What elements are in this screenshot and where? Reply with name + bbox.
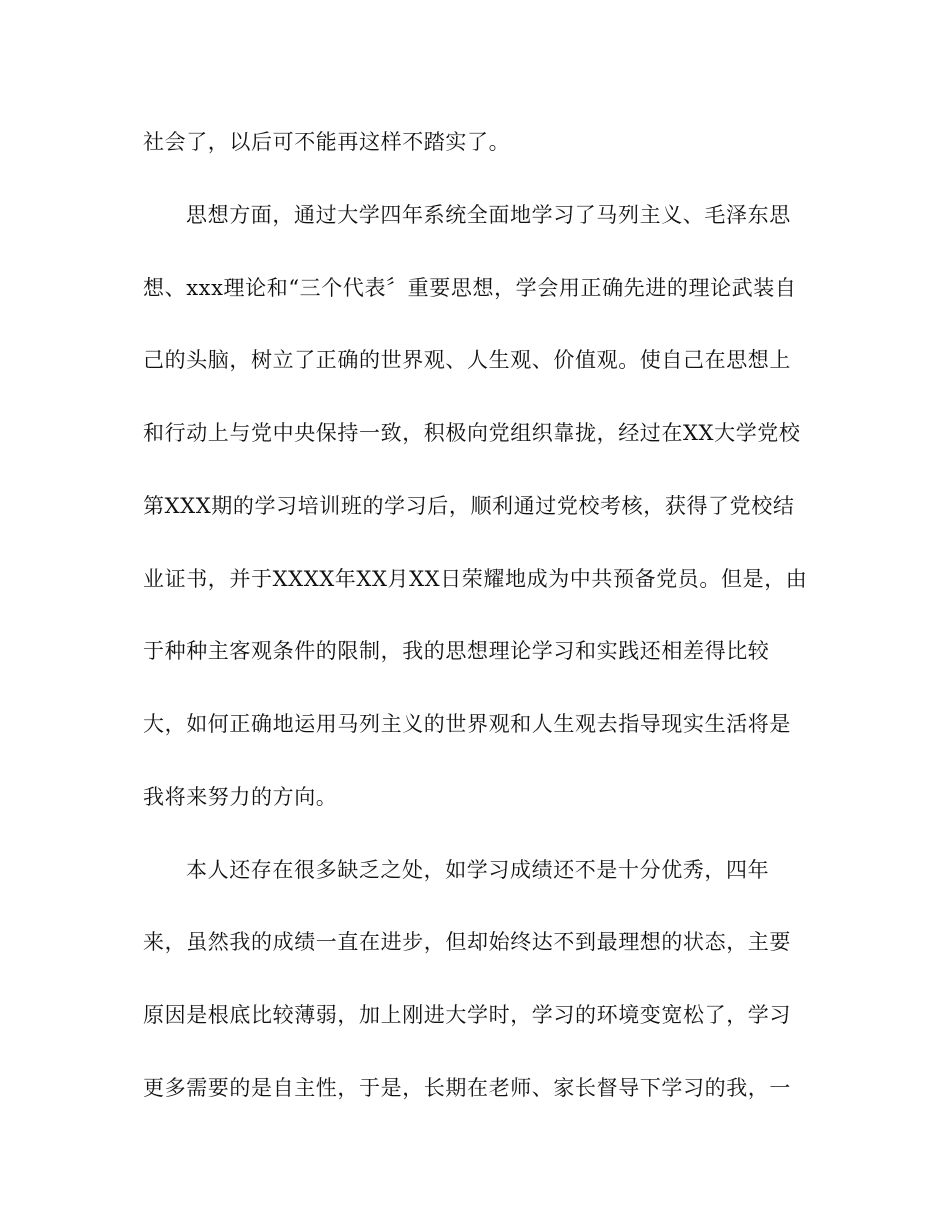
paragraph-start-line: 本人还存在很多缺乏之处，如学习成绩还不是十分优秀，四年 (186, 858, 770, 882)
text-line: 原因是根底比较薄弱，加上刚进大学时，学习的环境变宽松了，学习 (143, 1003, 791, 1027)
text-line: 第XXX期的学习培训班的学习后，顺利通过党校考核，获得了党校结 (143, 494, 795, 518)
text-line: 想、xxx理论和“三个代表〞重要思想，学会用正确先进的理论武装自 (143, 276, 797, 300)
text-line: 于种种主客观条件的限制，我的思想理论学习和实践还相差得比较 (143, 639, 770, 663)
text-line: 和行动上与党中央保持一致，积极向党组织靠拢，经过在XX大学党校 (143, 421, 801, 445)
paragraph-start-line: 思想方面，通过大学四年系统全面地学习了马列主义、毛泽东思 (186, 203, 791, 227)
text-line: 来，虽然我的成绩一直在进步，但却始终达不到最理想的状态，主要 (143, 930, 791, 954)
text-line: 己的头脑，树立了正确的世界观、人生观、价值观。使自己在思想上 (143, 348, 791, 372)
text-line: 业证书，并于XXXX年XX月XX日荣耀地成为中共预备党员。但是，由 (143, 567, 808, 591)
text-line: 更多需要的是自主性，于是，长期在老师、家长督导下学习的我，一 (143, 1076, 791, 1100)
text-line: 大，如何正确地运用马列主义的世界观和人生观去指导现实生活将是 (143, 712, 791, 736)
text-line: 社会了，以后可不能再这样不踏实了。 (143, 130, 511, 154)
text-line: 我将来努力的方向。 (143, 785, 338, 809)
